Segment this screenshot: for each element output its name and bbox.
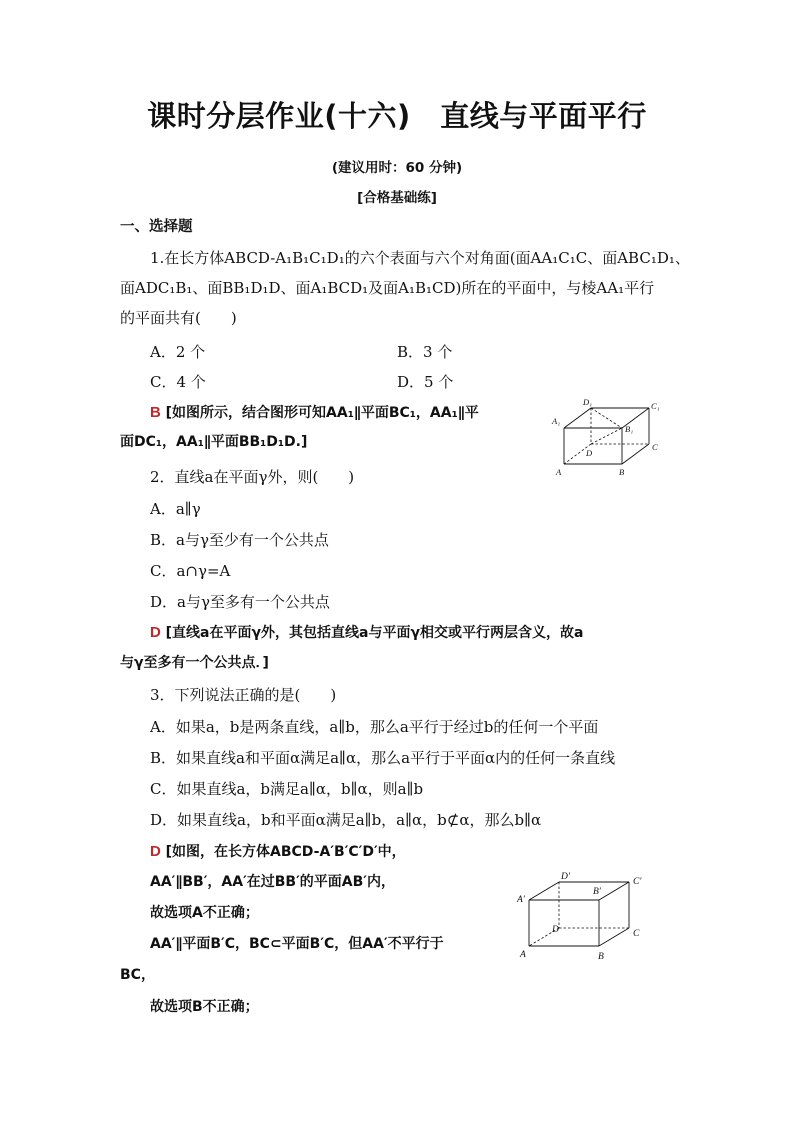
- q1-explain-text-1: [如图所示，结合图形可知AA₁∥平面BC₁，AA₁∥平: [165, 405, 479, 421]
- fig2-label-d: D: [552, 925, 559, 935]
- fig1-label-a: A: [556, 467, 562, 477]
- q3-option-d: D．如果直线a，b和平面α满足a∥b，a∥α，b⊄α，那么b∥α: [150, 811, 542, 829]
- q3-stem: 3．下列说法正确的是( ): [150, 686, 337, 704]
- q2-explain-line-1: [150, 621, 583, 644]
- q3-explain-line-4: AA′∥平面B′C，BC⊂平面B′C，但AA′不平行于: [150, 936, 444, 952]
- fig1-label-d: D: [586, 448, 593, 458]
- q3-option-b: B．如果直线a和平面α满足a∥α，那么a平行于平面α内的任何一条直线: [150, 749, 616, 767]
- fig1-label-c: C: [652, 442, 658, 452]
- q2-option-c: C．a∩γ=A: [150, 562, 231, 580]
- q2-option-a: A．a∥γ: [150, 500, 201, 518]
- q3-explain-line-2: AA′∥BB′，AA′在过BB′的平面AB′内，: [150, 874, 395, 890]
- q1-option-c: C．4 个: [150, 373, 206, 391]
- fig2-label-c: C: [633, 929, 640, 939]
- cuboid-figure-1: [550, 396, 666, 478]
- q3-option-c: C．如果直线a，b满足a∥α，b∥α，则a∥b: [150, 780, 424, 798]
- fig2-label-b: B: [598, 952, 604, 962]
- cuboid-figure-2: [515, 868, 655, 964]
- page-title: 课时分层作业(十六) 直线与平面平行: [147, 99, 647, 133]
- q2-explain-text-1: [直线a在平面γ外，其包括直线a与平面γ相交或平行两层含义，故a: [165, 625, 584, 641]
- fig2-label-a: A: [520, 950, 526, 960]
- fig2-label-c1: C′: [633, 877, 642, 887]
- section-heading: 一、选择题: [120, 219, 193, 235]
- q1-answer: B: [150, 404, 161, 421]
- fig1-label-b: B: [619, 467, 625, 477]
- q1-option-b: B．3 个: [397, 343, 453, 361]
- q1-explain-line-1: [150, 401, 479, 424]
- q1-option-d: D．5 个: [397, 373, 454, 391]
- q3-explain-text-1: [如图，在长方体ABCD-A′B′C′D′中，: [165, 844, 406, 860]
- q2-option-d: D．a与γ至多有一个公共点: [150, 593, 330, 611]
- fig1-label-d1: D₁: [583, 397, 593, 407]
- fig1-label-a1: A₁: [552, 416, 561, 426]
- level-heading: [合格基础练]: [357, 190, 437, 206]
- q1-stem-line-1: 1.在长方体ABCD-A₁B₁C₁D₁的六个表面与六个对角面(面AA₁C₁C、面ABC₁D₁、: [150, 249, 690, 267]
- q2-option-b: B．a与γ至少有一个公共点: [150, 531, 329, 549]
- q3-explain-line-1: [150, 840, 406, 863]
- q1-option-a: A．2 个: [150, 343, 206, 361]
- q3-explain-line-5: BC，: [120, 967, 155, 983]
- q1-stem-line-3: 的平面共有( ): [120, 309, 237, 327]
- fig2-label-b1: B′: [593, 887, 601, 897]
- q1-stem-line-2: 面ADC₁B₁、面BB₁D₁D、面A₁BCD₁及面A₁B₁CD)所在的平面中，与棱AA₁平行: [120, 279, 655, 297]
- q2-answer: D: [150, 624, 161, 641]
- q2-explain-line-2: 与γ至多有一个公共点．]: [120, 655, 269, 671]
- q3-explain-line-3: 故选项A不正确；: [150, 905, 259, 921]
- fig1-label-b1: B₁: [625, 424, 634, 434]
- q3-answer: D: [150, 843, 161, 860]
- q3-explain-line-6: 故选项B不正确；: [150, 999, 259, 1015]
- q3-option-a: A．如果a，b是两条直线，a∥b，那么a平行于经过b的任何一个平面: [150, 718, 599, 736]
- q2-stem: 2．直线a在平面γ外，则( ): [150, 468, 355, 486]
- fig1-label-c1: C₁: [651, 401, 660, 411]
- q1-explain-line-2: 面DC₁，AA₁∥平面BB₁D₁D.]: [120, 434, 308, 450]
- time-note: (建议用时：60 分钟): [331, 160, 463, 176]
- fig2-label-d1: D′: [561, 872, 570, 882]
- fig2-label-a1: A′: [517, 895, 525, 905]
